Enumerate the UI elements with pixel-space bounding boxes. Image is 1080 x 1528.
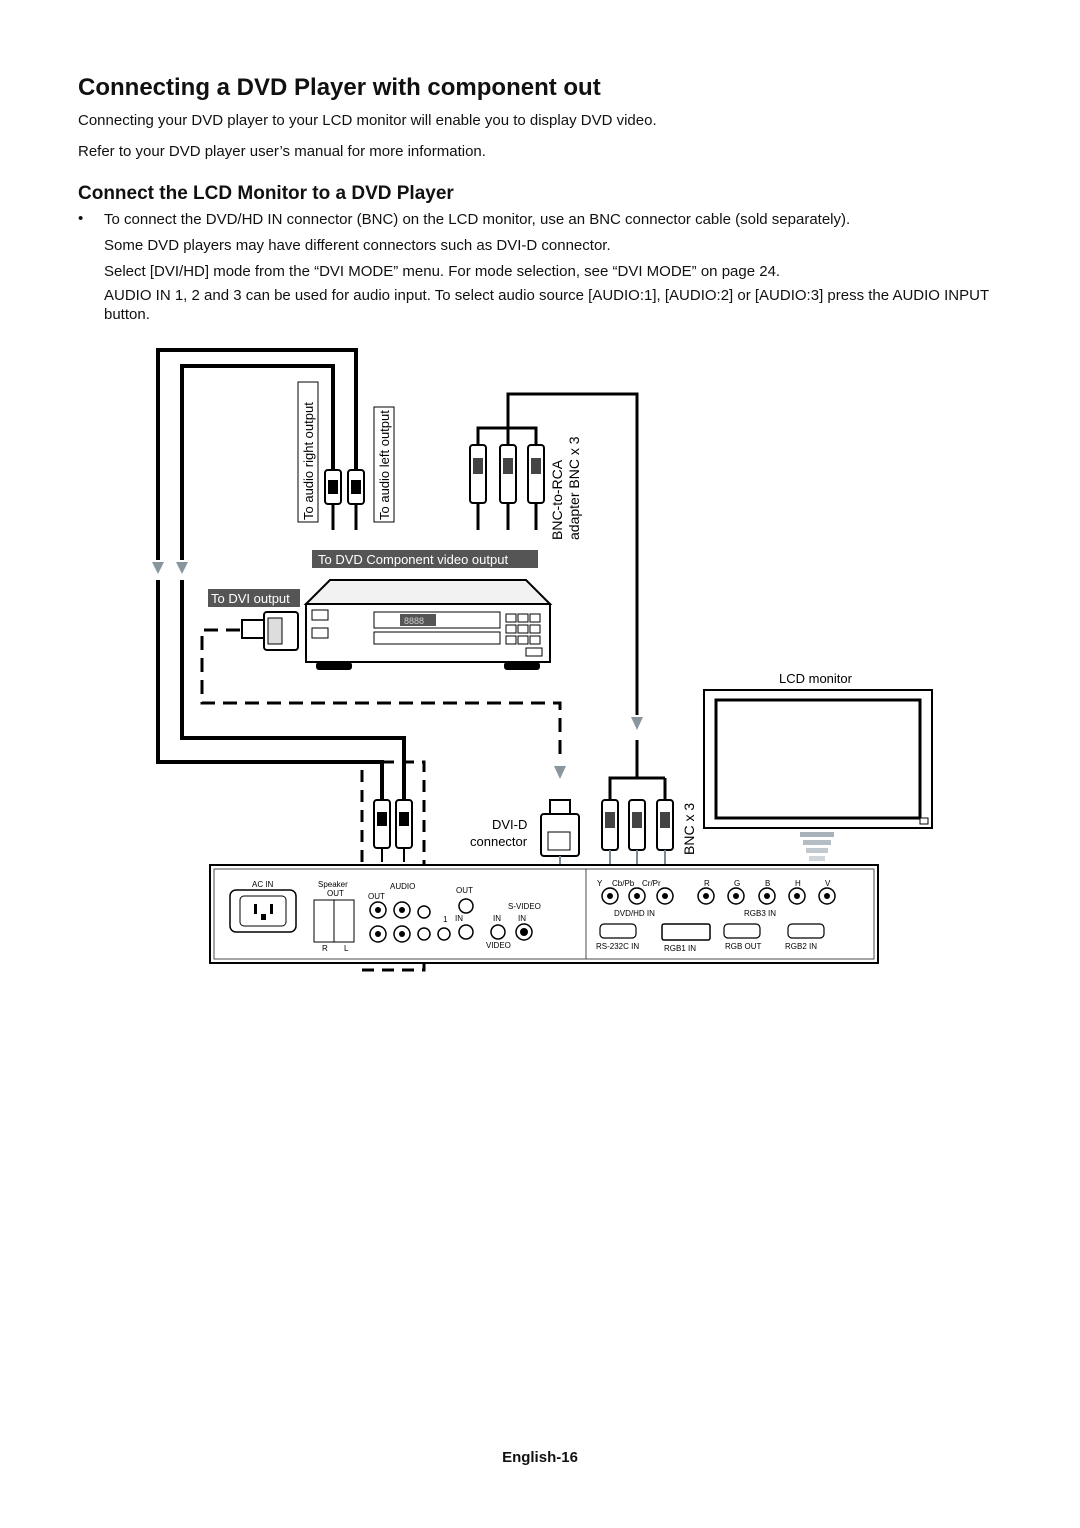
dvdhd-in-label: DVD/HD IN [614,909,655,918]
ac-in-label: AC IN [252,880,274,889]
rca-plug-left [348,470,364,530]
video-in-label-1: IN [455,914,463,923]
bnc-rca-label-2: adapter BNC x 3 [566,436,582,540]
audio-out-label: OUT [368,892,385,901]
arrow-down-icon [554,766,566,779]
rgb-out-port [724,924,760,938]
video-label: VIDEO [486,941,511,950]
y-label: Y [597,879,603,888]
speaker-r-label: R [322,944,328,953]
bullet-paragraph-1: To connect the DVD/HD IN connector (BNC) on the LCD monitor, use an BNC connector cable (sold separately). [104,211,851,228]
rca-plug-right [325,470,341,530]
arrow-down-icon [631,717,643,730]
arrow-down-icon [152,562,164,574]
section-title: Connect the LCD Monitor to a DVD Player [78,183,454,204]
dvd-display-digits: 8888 [404,616,425,626]
rgb-r-label: R [704,879,710,888]
bnc-adapters-top [470,445,544,530]
bullet-paragraph-3: Select [DVI/HD] mode from the “DVI MODE” menu. For mode selection, see “DVI MODE” on page 24. [104,263,781,280]
svideo-label: S-VIDEO [508,902,541,911]
bnc-plugs-panel [602,800,673,870]
rgb2-label: RGB2 IN [785,942,818,951]
cbpb-label: Cb/Pb [612,879,635,888]
dvi-output-label: To DVI output [211,591,290,606]
speaker-label: Speaker [318,880,348,889]
rgb1-dvi-port [662,924,710,940]
rear-panel [210,865,878,963]
dvid-label-1: DVI-D [492,817,528,832]
svideo-in-label: IN [518,914,526,923]
rgb-v-label: V [825,879,831,888]
dvd-player [306,580,550,670]
rs232c-port [600,924,636,938]
dvi-plug-panel [541,800,579,856]
rgb-b-label: B [765,879,771,888]
lcd-monitor-label: LCD monitor [779,671,852,686]
rgb1-label: RGB1 IN [664,944,697,953]
crpr-label: Cr/Pr [642,879,661,888]
audio-left-label: To audio left output [377,410,392,520]
page-title: Connecting a DVD Player with component out [78,74,601,101]
rgb-h-label: H [795,879,801,888]
rgb2-in-port [788,924,824,938]
page-number: English-16 [502,1449,578,1466]
rgb-out-label: RGB OUT [725,942,762,951]
bnc-rca-label-1: BNC-to-RCA [549,459,565,540]
bnc3-label: BNC x 3 [681,802,697,855]
dvi-plug-player [242,612,298,650]
audio-right-label: To audio right output [301,402,316,520]
arrow-down-icon [176,562,188,574]
audio-1-label: 1 [443,915,448,924]
component-label: To DVD Component video output [318,552,509,567]
bullet-paragraph-2: Some DVD players may have different connectors such as DVI-D connector. [104,237,611,254]
intro-paragraph-2: Refer to your DVD player user’s manual for more information. [78,143,486,160]
rs232c-label: RS-232C IN [596,942,640,951]
lcd-monitor [704,690,932,828]
dvid-label-2: connector [470,834,528,849]
rgb-g-label: G [734,879,741,888]
speaker-out-label: OUT [327,889,344,898]
bullet-marker: • [78,210,84,227]
intro-paragraph-1: Connecting your DVD player to your LCD monitor will enable you to display DVD video. [78,112,657,129]
video-in-label-2: IN [493,914,501,923]
audio-cables [158,350,404,800]
speaker-l-label: L [344,944,349,953]
audio-label: AUDIO [390,882,416,891]
video-out-label: OUT [456,886,473,895]
rca-plugs-panel [374,800,412,862]
rgb3-in-label: RGB3 IN [744,909,777,918]
bullet-paragraph-4: AUDIO IN 1, 2 and 3 can be used for audio input. To select audio source [AUDIO:1], [AUDIO:2] or [AUDIO:3] press the AUDIO INPUT button. [104,287,989,323]
zoom-indicator [800,832,834,869]
